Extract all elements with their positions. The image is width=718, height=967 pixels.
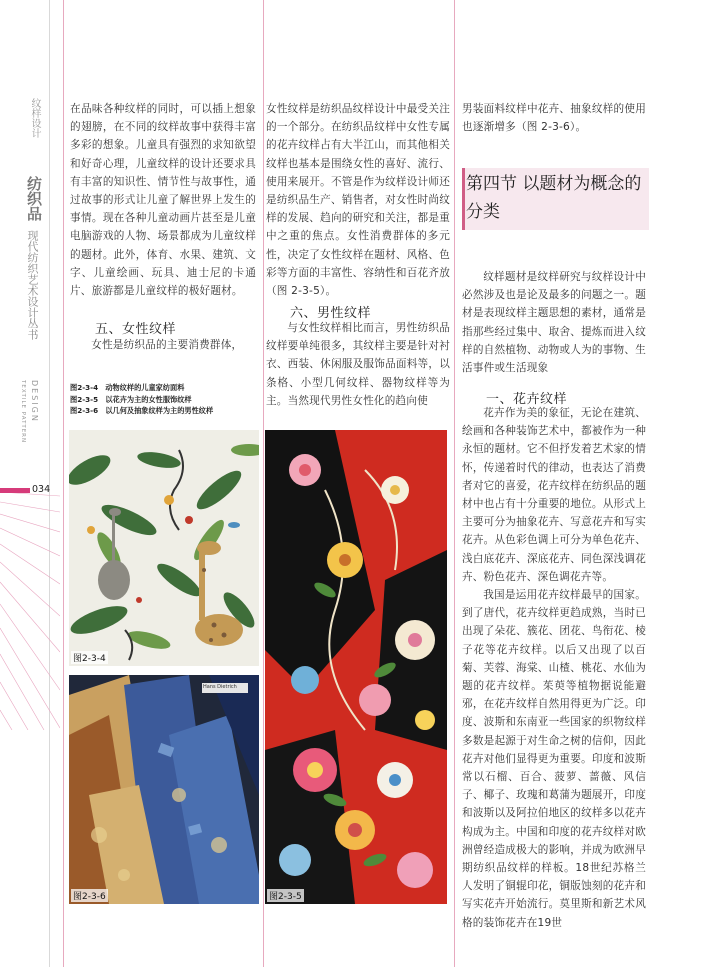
figure-2-3-6-men-ties <box>69 675 259 904</box>
page-accent-bar <box>0 488 30 493</box>
figure-2-3-6-label: 图2-3-6 <box>71 889 108 902</box>
col1-paragraph2-wrap <box>70 336 256 354</box>
section-title: 第四节 以题材为概念的分类 <box>466 174 642 222</box>
page-number: 034 <box>32 484 51 495</box>
col2-paragraph2: 与女性纹样相比而言，男性纺织品纹样要单纯很多，其纹样主要是针对衬衣、西装、休闲服及服饰品面料等，以条格、小型几何纹样、器物纹样等为主。当然现代男性女性化的趋向使 <box>266 322 450 407</box>
figure-2-3-5-floral-kimono <box>265 430 447 904</box>
heading-female-patterns: 五、女性纹样 <box>95 322 177 337</box>
col3-paragraph4: 我国是运用花卉纹样最早的国家。到了唐代，花卉纹样更趋成熟，当时已出现了朵花、簇花、团花、鸟衔花、棱子花等花卉纹样。以后又出现了以百菊、芙蓉、海棠、山楂、桃花、水仙为题的花卉纹样。茱萸等植物据说能避邪，在花卉纹样自然用得更为广泛。印度、波斯和东南亚一些国家的织物纹样多数是起源于对生命之树的信仰，因此花卉对他们显得更为重要。印度和波斯常以石榴、百合、菠萝、蔷薇、风信子、椰子、玫瑰和葛蒲为题展开，印度和波斯以及阿拉伯地区的纹样多以花卉构成为主。中国和印度的花卉纹样对欧洲曾经造成极大的影响，并成为欧洲早期纺织品纹样的样板。18世纪苏格兰人发明了铜辊印花，铜版蚀刻的花卉和写实花卉开始流行。莫里斯和新艺术风格的装饰花卉在19世 <box>462 589 646 929</box>
col3-paragraph3: 花卉作为美的象征，无论在建筑、绘画和各种装饰艺术中，都被作为一种永恒的题材。它不但抒发着艺术家的情怀，传递着时代的律动，也表达了消费者对它的喜爱，花卉纹样在纺织品的题材中也占有十分重要的地位。从形式上主要可分为抽象花卉、写意花卉和写实花卉。从色彩色调上可分为单色花卉、浅白底花卉、深底花卉、同色深浅调花卉、粉色花卉、深色调花卉等。 <box>462 407 646 583</box>
book-title: 纺织品 <box>25 176 43 221</box>
col2-paragraph2-wrap <box>266 319 450 410</box>
caption-fig-2-3-5: 图2-3-5 以花卉为主的女性服饰纹样 <box>70 394 192 404</box>
caption-fig-2-3-6: 图2-3-6 以几何及抽象纹样为主的男性纹样 <box>70 406 214 415</box>
jungle-illustration <box>69 430 259 666</box>
col2-paragraph1: 女性纹样是纺织品纹样设计中最受关注的一个部分。在纺织品纹样中女性专属的花卉纹样占有大半江山，而其他相关纹样也基本是围绕女性的喜好、流行、使用来展开。不管是作为纹样设计师还是纺织品生产、销售者，对女性时尚纹样的发展、趋向的研究和关注，都是重中之重的焦点。女性消费群体的多元性，决定了女性纹样在题材、风格、色彩等方面的丰富性、容纳性和百花齐放（图 2-3-5）。 <box>266 103 450 298</box>
col2-paragraph1-wrap <box>266 100 450 300</box>
series-title: 现代纺织艺术设计丛书 <box>26 230 39 340</box>
col3-paragraph1: 男装面料纹样中花卉、抽象纹样的使用也逐渐增多（图 2-3-6）。 <box>462 103 646 134</box>
spine-english-line2: DESIGN <box>30 380 39 423</box>
col3-body-wrap <box>462 404 646 932</box>
spine-english-line1: TEXTILE PATTERN <box>20 380 26 444</box>
col1-paragraph1: 在品味各种纹样的同时，可以插上想象的翅膀，在不同的纹样故事中获得丰富多彩的想象。儿童具有强烈的求知欲望和好奇心理，儿童纹样的设计还要求具有丰富的知识性、情节性与故事性，通过故事的形式让儿童了解世界上发生的事情。现在各种儿童动画片甚至是儿童电脑游戏的人物、场景都成为儿童纹样的题材。此外，体育、水果、建筑、文字、儿童绘画、玩具、迪士尼的卡通片、旅游都是儿童纹样的极好题材。 <box>70 103 256 298</box>
caption-fig-2-3-4: 图2-3-4 动物纹样的儿童家纺面料 <box>70 383 185 392</box>
col3-paragraph2: 纹样题材是纹样研究与纹样设计中必然涉及也是论及最多的问题之一。题材是表现纹样主题思想的素材，通常是指那些经过集中、取舍、提炼而进入纹样的自然植物、动物或人为的事物、生活事件或生活现象 <box>462 271 646 375</box>
col1-paragraph2: 女性是纺织品的主要消费群体， <box>91 339 243 351</box>
heading-flower-patterns: 一、花卉纹样 <box>486 392 568 407</box>
kimono-illustration <box>265 430 447 904</box>
col1-paragraph <box>70 100 256 300</box>
guide-line-left <box>63 0 64 967</box>
heading-male-patterns: 六、男性纹样 <box>290 306 372 321</box>
col3-paragraph2-wrap <box>462 268 646 377</box>
guide-line-right <box>454 0 455 967</box>
col3-paragraph1-wrap <box>462 100 646 136</box>
tie-brand-tag: Hans Dietrich <box>203 684 237 690</box>
book-subtitle: 纹样设计 <box>29 98 40 138</box>
figure-2-3-5-label: 图2-3-5 <box>267 889 304 902</box>
decorative-lines <box>0 490 60 730</box>
figure-2-3-4-animal-print <box>69 430 259 666</box>
figure-2-3-4-label: 图2-3-4 <box>71 651 108 664</box>
ties-illustration <box>69 675 259 904</box>
figure-captions <box>70 382 260 417</box>
guide-line-middle <box>263 0 264 967</box>
